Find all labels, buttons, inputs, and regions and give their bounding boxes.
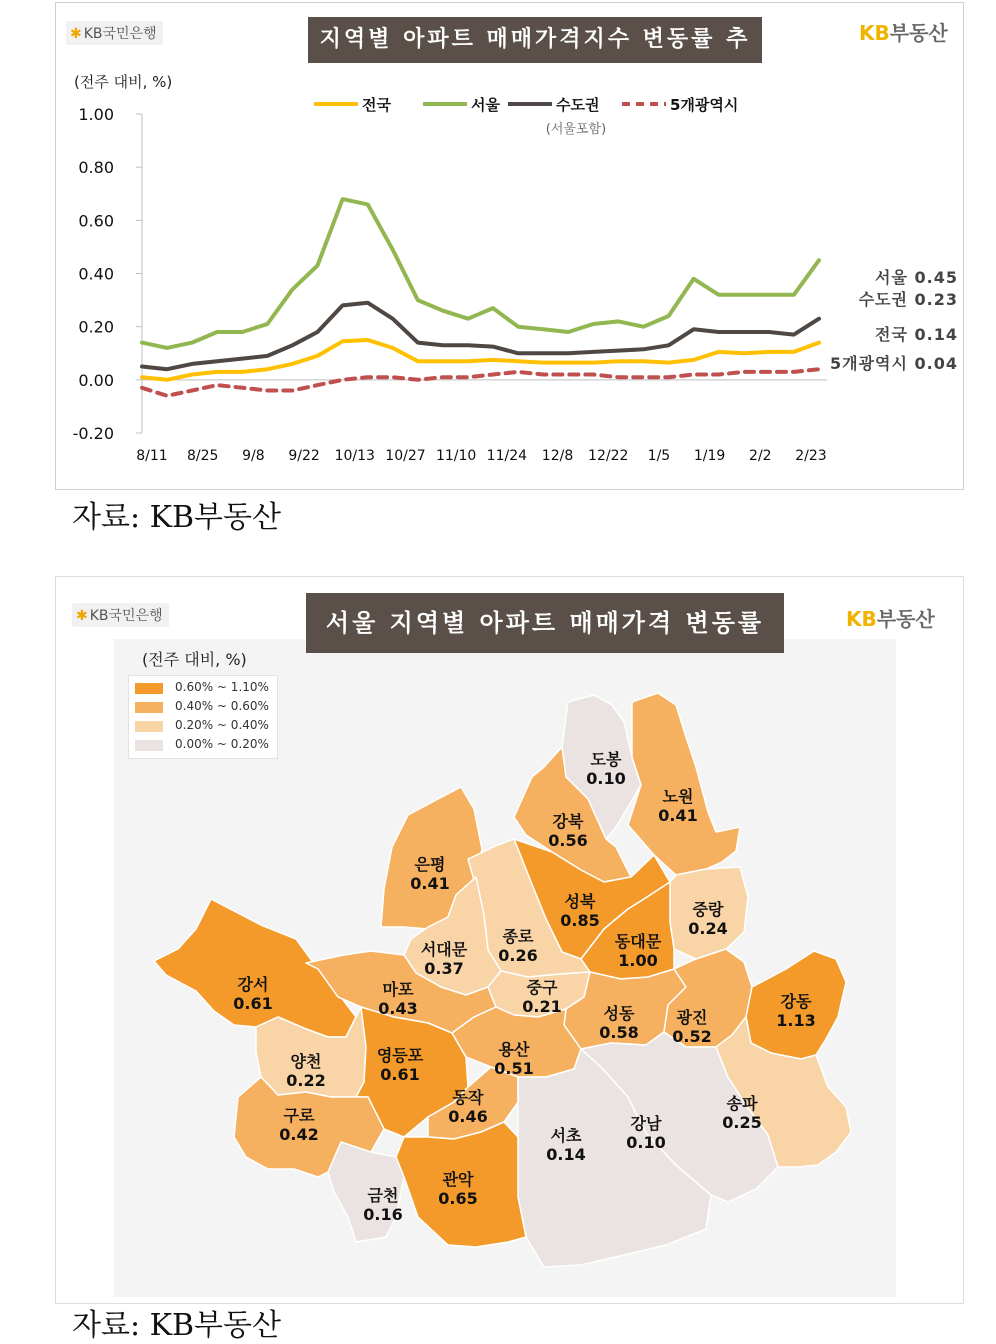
district-value-label: 0.61: [233, 994, 273, 1013]
x-tick-label: 1/19: [693, 448, 726, 464]
district-name-label: 동대문: [614, 932, 662, 951]
y-unit-label: (전주 대비, %): [74, 73, 173, 91]
district-name-label: 강북: [552, 812, 584, 831]
end-labels: [830, 268, 958, 373]
district-name-label: 중랑: [692, 900, 724, 919]
district-name-label: 강서: [237, 975, 269, 994]
district-name-label: 성북: [564, 892, 596, 911]
district-name-label: 성동: [603, 1004, 635, 1023]
kb-bank-logo-text-2: KB국민은행: [89, 608, 163, 624]
district-name-label: 용산: [498, 1040, 530, 1059]
district-value-label: 0.41: [658, 806, 698, 825]
district-value-label: 0.21: [522, 997, 562, 1016]
end-label-1: 서울 0.45: [875, 268, 958, 287]
district-value-label: 0.61: [380, 1065, 420, 1084]
map-unit-label: (전주 대비, %): [142, 650, 247, 669]
legend-label-2: 수도권: [556, 96, 600, 114]
x-axis: [136, 448, 826, 464]
district-name-label: 노원: [662, 787, 694, 806]
district-name-label: 송파: [726, 1094, 758, 1113]
district-value-label: 0.46: [448, 1107, 488, 1126]
line-chart-svg: [56, 3, 963, 489]
district-value-label: 0.25: [722, 1113, 762, 1132]
y-tick-label: -0.20: [72, 424, 114, 443]
line-chart-panel: [55, 2, 964, 490]
legend-label-1: 서울: [471, 96, 500, 114]
source-text-1: 자료: KB부동산: [72, 500, 282, 535]
district-노원: [628, 693, 740, 875]
district-value-label: 0.56: [548, 831, 588, 850]
district-value-label: 0.43: [378, 999, 418, 1018]
district-value-label: 1.13: [776, 1011, 816, 1030]
kb-star-icon: ✱: [76, 608, 88, 624]
x-tick-label: 11/10: [435, 448, 477, 464]
x-tick-label: 10/27: [385, 448, 426, 464]
district-name-label: 구로: [283, 1106, 315, 1125]
district-value-label: 0.58: [599, 1023, 639, 1042]
x-tick-label: 2/2: [749, 448, 772, 464]
district-value-label: 0.42: [279, 1125, 319, 1144]
x-tick-label: 1/5: [647, 448, 671, 464]
district-value-label: 0.24: [688, 919, 728, 938]
x-tick-label: 8/25: [186, 448, 219, 464]
source-text-2: 자료: KB부동산: [72, 1308, 282, 1343]
legend-range-label: 0.00% ~ 0.20%: [175, 737, 269, 751]
district-value-label: 0.14: [546, 1145, 586, 1164]
x-tick-label: 12/22: [588, 448, 629, 464]
x-tick-label: 12/8: [541, 448, 574, 464]
district-name-label: 중구: [526, 978, 558, 997]
legend-range-label: 0.20% ~ 0.40%: [175, 718, 269, 732]
series-line-1: [142, 199, 819, 348]
district-name-label: 서초: [550, 1126, 582, 1145]
kb-land-logo-kb: KB: [859, 21, 890, 45]
legend-note: (서울포함): [545, 122, 607, 137]
x-tick-label: 11/24: [486, 448, 528, 464]
end-label-3: 5개광역시 0.04: [829, 354, 958, 373]
legend: [314, 96, 738, 114]
district-value-label: 0.16: [363, 1205, 403, 1224]
map-panel: [55, 576, 964, 1304]
district-value-label: 1.00: [618, 951, 658, 970]
y-tick-label: 0.80: [78, 158, 114, 178]
kb-land-logo-text: 부동산: [889, 21, 948, 45]
district-value-label: 0.85: [560, 911, 600, 930]
district-name-label: 양천: [290, 1052, 322, 1071]
district-name-label: 관악: [442, 1170, 474, 1189]
x-tick-label: 9/22: [288, 448, 320, 464]
district-name-label: 종로: [502, 927, 534, 946]
kb-bank-logo-text: KB국민은행: [83, 26, 157, 42]
kb-land-logo-text-2: 부동산: [876, 607, 935, 631]
x-tick-label: 9/8: [242, 448, 265, 464]
district-name-label: 서대문: [420, 940, 468, 959]
district-name-label: 영등포: [376, 1046, 424, 1065]
series-lines: [142, 199, 819, 396]
map-title: 서울 지역별 아파트 매매가격 변동률: [306, 593, 784, 653]
y-tick-label: 0.00: [78, 370, 114, 390]
district-value-label: 0.65: [438, 1189, 478, 1208]
kb-land-logo-kb-2: KB: [846, 607, 877, 631]
end-label-0: 전국 0.14: [875, 325, 958, 344]
district-name-label: 강동: [780, 992, 812, 1011]
legend-range-label: 0.60% ~ 1.10%: [175, 680, 269, 694]
district-value-label: 0.10: [626, 1133, 666, 1152]
district-name-label: 동작: [452, 1088, 484, 1107]
district-value-label: 0.37: [424, 959, 464, 978]
legend-range-label: 0.40% ~ 0.60%: [175, 699, 269, 713]
y-axis: [73, 105, 827, 443]
district-value-label: 0.26: [498, 946, 538, 965]
x-tick-label: 2/23: [795, 448, 827, 464]
district-name-label: 금천: [367, 1186, 399, 1205]
x-tick-label: 10/13: [334, 448, 375, 464]
district-value-label: 0.10: [586, 769, 626, 788]
district-name-label: 광진: [676, 1008, 708, 1027]
kb-star-icon: ✱: [70, 26, 82, 42]
legend-label-3: 5개광역시: [670, 96, 739, 114]
legend-label-0: 전국: [362, 96, 391, 114]
y-tick-label: 0.20: [78, 317, 114, 337]
district-name-label: 강남: [630, 1114, 662, 1133]
district-name-label: 은평: [414, 855, 446, 874]
x-tick-label: 8/11: [136, 448, 168, 464]
district-value-label: 0.22: [286, 1071, 326, 1090]
district-value-label: 0.52: [672, 1027, 712, 1046]
district-name-label: 도봉: [590, 750, 622, 769]
end-label-2: 수도권 0.23: [858, 290, 958, 309]
seoul-map-svg: [56, 577, 963, 1303]
district-name-label: 마포: [382, 980, 414, 999]
y-tick-label: 0.60: [78, 211, 114, 231]
district-value-label: 0.51: [494, 1059, 534, 1078]
chart-title: 지역별 아파트 매매가격지수 변동률 추이: [308, 17, 762, 63]
y-tick-label: 1.00: [78, 105, 114, 124]
district-value-label: 0.41: [410, 874, 450, 893]
y-tick-label: 0.40: [78, 264, 114, 284]
